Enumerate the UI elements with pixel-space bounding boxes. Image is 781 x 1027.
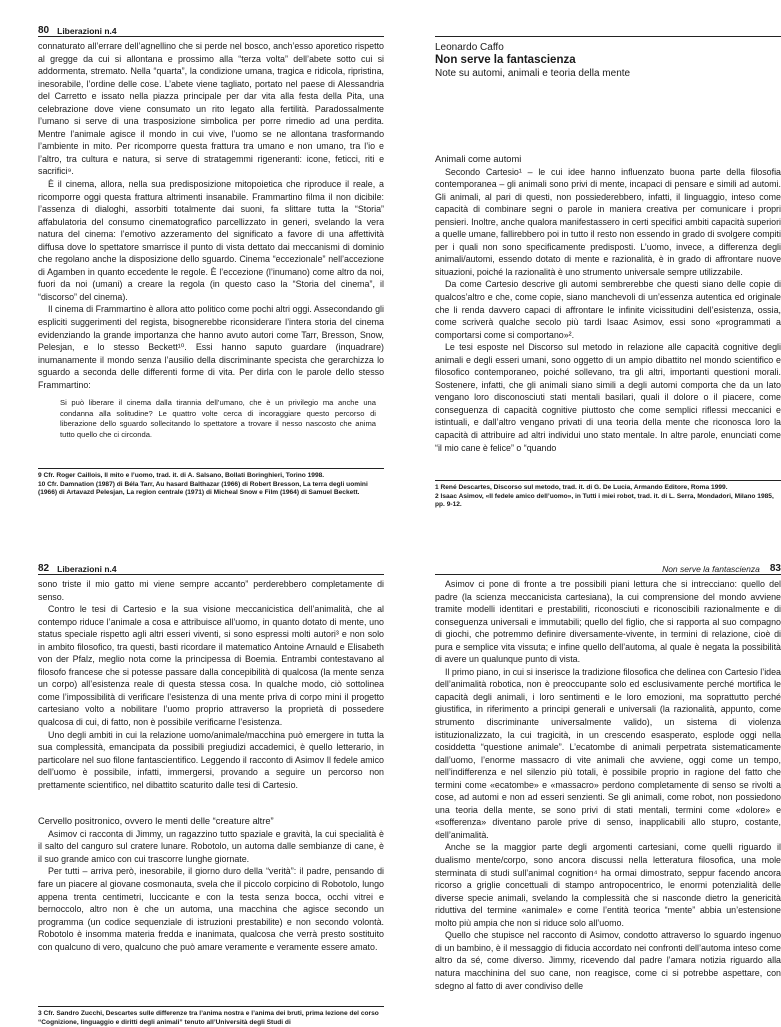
paragraph: Le tesi esposte nel Discorso sul metodo in relazione alle capacità cognitive degli animali e degli esseri umani, sono oggetto di un ampio dibattito nel mondo scientifico e filosofico contemporaneo, poiché sollevano, tra gli altri, importanti questioni morali. Sostenere, infatti, che gli animali siano simili a degli automi comporta che da un lato vengano loro disconosciuti stati mentali basilari, quali il dolore o il piacere, come conseguenza di capacità cognitive piuttosto che come semplici riflessi meccanici e istintuali, e dall’altro vengano privati di una teoria della mente che riconosca loro la capacità di attribuire ad altri individui uno stato mentale. In altre parole, enunciati come “il mio cane è felice” o “quando <box>435 342 781 453</box>
footnotes <box>38 1006 384 1027</box>
paragraph: sono triste il mio gatto mi viene sempre accanto” perderebbero completamente di senso. <box>38 579 384 602</box>
page-number: 83 <box>769 563 781 574</box>
section-title: Cervello positronico, ovvero le menti delle “creature altre” <box>38 816 274 827</box>
paragraph: Asimov ci racconta di Jimmy, un ragazzino tutto spaziale e gravità, la cui specialità è il salto del canguro sul cratere lunare. Robotolo, un automa dalle sembianze di cane, è il suo grande amico con cui trascorre lunghe giornate. <box>38 828 384 864</box>
page-82 <box>38 560 384 1024</box>
page-header <box>38 560 384 575</box>
paragraph: Secondo Cartesio¹ – le cui idee hanno influenzato buona parte della filosofia contemporanea – gli animali sono privi di mente, incapaci di pensare e simili ad automi. Gli animali, al pari di questi, non possiederebbero, infatti, il linguaggio, inteso come capacità di combinare segni o parole in maniera creativa per comunicare i propri pensieri. Inoltre, anche qualora manifestassero in certi specifici ambiti capacità superiori a quelle umane, fallirebbero poi in tutto il resto non essendo in grado di svolgere compiti per i quali non sono specificamente predisposti. L’uomo, invece, a differenza degli animali/automi, essendo dotato di mente e razionalità, è in grado di affrontare nuove situazioni, poiché la razionalità è uno strumento universale sempre utilizzabile. <box>435 166 781 277</box>
footnotes <box>435 480 781 510</box>
footnote: 3 Cfr. Sandro Zucchi, Descartes sulle differenze tra l’anima nostra e l’anima dei bruti, prima lezione del corso “Cognizione, linguaggio e diritti degli animali” tenuto all’Università degli Studi di <box>38 1010 379 1026</box>
footnote: 1 René Descartes, Discorso sul metodo, trad. it. di G. De Lucia, Armando Editore, Roma 1999. <box>435 484 728 491</box>
paragraph: Uno degli ambiti in cui la relazione uomo/animale/macchina può emergere in tutta la sua complessità, emancipata da possibili pregiudizi accademici, è quello letterario, in particolare nel suo filone fantascientifico. Leggendo il racconto di Asimov Il fedele amico dell’uomo è possibile, infatti, immergersi, provando a seguire un percorso non prettamente scientifico, nel dibattito scaturito dalle tesi di Cartesio. <box>38 729 384 790</box>
page-header-rule <box>435 22 781 37</box>
footnote: 10 Cfr. Damnation (1987) di Béla Tarr, Au hasard Balthazar (1966) di Robert Bresson, La terra degli uomini (1966) di Artavazd Pelesjan, La region centrale (1971) di Micheal Snow e Film (1964) di Samuel Beckett. <box>38 480 368 497</box>
paragraph: connaturato all’errare dell’agnellino che si perde nel bosco, anch’esso aporetico rispetto al gregge da cui si allontana e prossimo alla “terza volta” dell’abete sotto cui si addormenta, stremato. Nella “quarta”, la condizione umana, tragica e ridicola, ripristina, inesorabile, l’ordine delle cose. L’abete viene tagliato, portato nel paese di Alessandria del Carretto e issato nella piazza principale per dar vita alla festa della Pita, una celebrazione dove viene consumato un rito legato alla fertilità. Paradossalmente l’umano si serve di una trasposizione simbolica per porre rimedio ad una perdita. Mentre l’animale agisce il mondo in cui vive, l’uomo se ne allontana trasformando l’ambiente in mito. Per ricomporre questa frattura tra umano e non umano, tra l’io e l’altro, tra cultura e natura, si serve di stratagemmi rigeneranti: icone, feticci, riti e sacrifici⁹. <box>38 41 384 177</box>
page-number: 80 <box>38 25 50 36</box>
body-text <box>38 578 384 953</box>
paragraph: Il cinema di Frammartino è allora atto politico come pochi altri oggi. Assecondando gli espliciti suggerimenti del regista, bisognerebbe riconsiderare l’intera storia del cinema evidenziando la grande importanza che hanno avuto autori come Tarr, Bresson, Snow, Pelesjan, e lo stesso Beckett¹⁰. Essi hanno saputo guardare (inquadrare) inumanamente il mondo senza l’ausilio della discriminante specista che gerarchizza lo sguardo a seconda delle differenti forme di vita. Per dirla con le parole dello stesso Frammartino: <box>38 304 384 390</box>
body-text <box>435 578 781 992</box>
running-title: Non serve la fantascienza <box>662 564 760 574</box>
section-title: Animali come automi <box>435 154 522 164</box>
article-subtitle: Note su automi, animali e teoria della mente <box>435 68 631 79</box>
paragraph: Da come Cartesio descrive gli automi sembrerebbe che questi siano delle copie di qualcos’altro e che, come copie, siano manchevoli di un’essenza autentica ed originale che li renda davvero capaci di affrontare le infinite vicissitudini dell’esistenza, ossia, come scriverà qualche secolo più tardi Isaac Asimov, essi sono «programmati a comportarsi come si comportano»². <box>435 279 781 340</box>
body-text <box>38 40 384 391</box>
paragraph: Il primo piano, in cui si inserisce la tradizione filosofica che delinea con Cartesio l’idea dell’animalità robotica, non è preoccupante solo ed esclusivamente perché mortifica le capacità degli animali, i loro sentimenti e le loro emozioni, ma soprattutto perché giustifica, in riferimento a principi generali e universali (la razionalità, appunto, come strumento discriminante universalmente valido), un sistema di violenza istituzionalizzato, la cui tragicità, in un crescendo esasperato, esplode oggi nella cosiddetta “questione animale”. L’ecatombe di animali perpetrata sistematicamente dall’uomo, l’enorme massacro di vite animali che avviene, oggi come un tempo, nell’indifferenza e nel silenzio più totali, è possibile proprio in ragione del fatto che termini come «ecatombe» e «massacro» perdono completamente di senso se rivolti a cose, ad automi e non ad esseri senzienti. Se gli animali, come robot, non possiedono una teoria della mente, se sono privi di stati mentali, termini come «dolore» e «sofferenza» diventano parole prive di senso, inapplicabili allo stupro, costante, dell’animalità. <box>435 666 781 840</box>
paragraph: Contro le tesi di Cartesio e la sua visione meccanicistica dell’animalità, che al contempo riduce l’animale a cosa e attribuisce all’uomo, in quanto dotato di mente, uno status speciale rispetto agli altri esseri viventi, si sono espressi molti autori³ e non solo in ambito filosofico, tra questi, basti ricordare il matematico Antoine Arnauld e Elisabeth von der Pfalz, meglio nota come la principessa di Boemia. Entrambi contestavano al filosofo francese che si potesse passare dalla concepibilità di qualcosa (la mente senza un corpo) all’esistenza reale di questa stessa cosa. In qualche modo, ciò sottolinea come l’impossibilità di verificare l’esistenza di una mente priva di corpo mini il progetto cartesiano volto a nobilitare l’uomo proprio attraverso la proprietà di possedere qualcosa di cui, di fatto, non è possibile verificarne l’esistenza. <box>38 604 384 728</box>
page-number: 82 <box>38 563 50 574</box>
page-80 <box>38 22 384 504</box>
article-title: Non serve la fantascienza <box>435 54 576 66</box>
running-title: Liberazioni n.4 <box>57 564 117 574</box>
block-quote: Si può liberare il cinema dalla tirannia dell’umano, che è un privilegio ma anche una condanna alla solitudine? Le quattro volte cerca di incoraggiare questo percorso di liberazione dello sguardo sollecitando lo spettatore a trovare il nesso nascosto che anima tutto quello che ci circonda. <box>60 398 376 439</box>
footnote: 2 Isaac Asimov, «Il fedele amico dell’uomo», in Tutti i miei robot, trad. it. di L. Serra, Mondadori, Milano 1985, pp. 9-12. <box>435 492 774 509</box>
paragraph: Anche se la maggior parte degli argomenti cartesiani, come quelli riguardo il dualismo mente/corpo, sono ancora discussi nella letteratura filosofica, una mole sterminata di studi sull’animal cognition⁴ ha ormai dimostrato, seppur facendo ancora ricorso a griglie concettuali di stampo antropocentrico, le enormi potenzialità delle diverse specie animali, svelando la complessità che si nasconde dietro la genericità riduttiva del termine «animale» e come l’entità teorica “mente” abbia un’estensione molto più ampia che non si riduce solo all’uomo. <box>435 842 781 928</box>
article-author: Leonardo Caffo <box>435 42 504 53</box>
running-title: Liberazioni n.4 <box>57 26 117 36</box>
paragraph: È il cinema, allora, nella sua predisposizione mitopoietica che riproduce il reale, a ricomporre oggi questa frattura altrimenti insanabile. Frammartino filma il non dicibile: l’assenza di dialoghi, assorbiti totalmente dai suoni, fa slittare tutta la “Storia” affabulatoria del consumo cinematografico parcellizzato in generi, svelando la vera natura del cinema: l’emotivo azzeramento del significato a favore di una affettività diffusa dove lo spettatore smarrisce il punto di vista dettato dai meccanismi di dominio che regolano anche la disposizione dello sguardo. Cinema “eccezionale” nell’accezione di Agamben in quanto eccedente le regole. È l’eccezione (l’inumano) come altro da noi, fuori da noi (umani) a creare la regola (in questo caso la “Storia del cinema”, il “discorso” del cinema). <box>38 179 384 302</box>
page-83 <box>435 560 781 1024</box>
footnote: 9 Cfr. Roger Caillois, Il mito e l’uomo, trad. it. di A. Salsano, Bollati Boringhieri, Torino 1998. <box>38 472 325 479</box>
page-81 <box>435 22 781 509</box>
paragraph: Per tutti – arriva però, inesorabile, il giorno duro della “verità”: il padre, pensando di fare un piacere al giovane cosmonauta, svela che il piccolo corpicino di Robotolo, lungo appena trenta centimetri, luccicante e con la testa senza bocca, occhi vitrei e bernoccolo, altro non è che un automa, una macchina che agisce secondo un programma (un codice sequenziale di istruzioni prestabilite) e non secondo volontà. Robotolo è insomma materia fredda e inanimata, qualcosa che verrà presto sostituito con qualcuno di vero, qualcuno che può amare veramente e veramente essere amato. <box>38 866 384 952</box>
paragraph: Quello che stupisce nel racconto di Asimov, condotto attraverso lo sguardo ingenuo di un bambino, è il messaggio di fiducia accordato nei confronti dell’automa inteso come altro da sé, come diverso. Jimmy, ricevendo dal padre l’amara notizia riguardo alla natura macchinina del suo cane, non reagisce, come ci si potrebbe aspettare, con sdegno al fatto di aver condiviso delle <box>435 930 781 991</box>
body-text <box>435 153 781 454</box>
footnotes <box>38 468 384 498</box>
page-header <box>435 560 781 575</box>
page-header <box>38 22 384 37</box>
paragraph: Asimov ci pone di fronte a tre possibili piani lettura che si intrecciano: quello del padre (la scienza meccanicista cartesiana), la cui comprensione del mondo avviene tramite modelli identitari e prestabiliti, riconosciuti e riconoscibili razionalmente e di conseguenza universali e immutabili; quello del figlio, che si rapporta al suo compagno di giochi, che potremmo definire diversamente-vivente, in termini di relazione, cioè di pura e semplice vita vissuta; e infine quello dell’automa, al quale è negata la possibilità di avere un qualunque punto di vista. <box>435 579 781 665</box>
